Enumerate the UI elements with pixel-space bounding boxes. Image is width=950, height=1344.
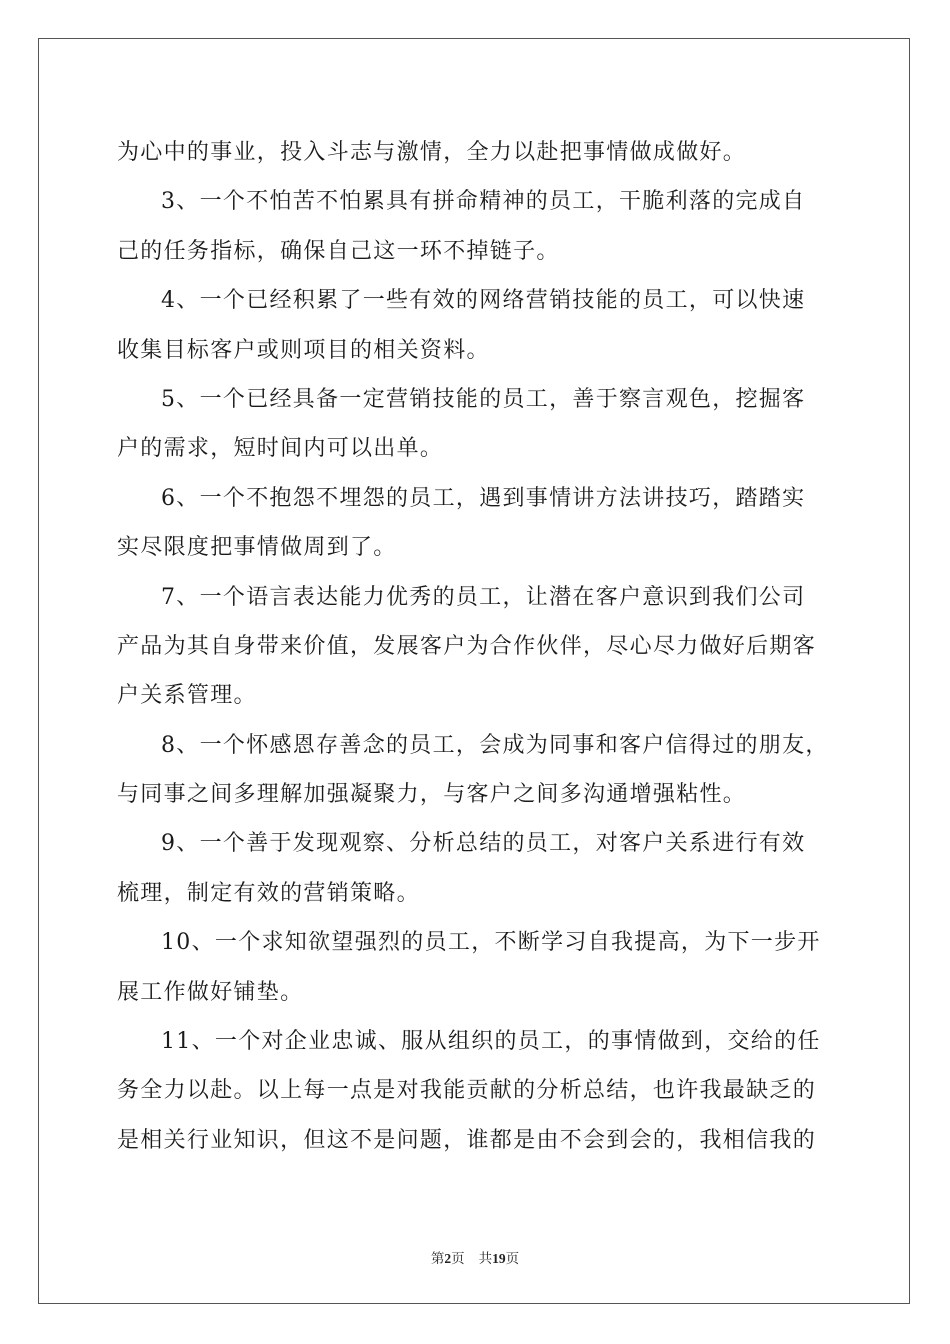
text-line: 9、一个善于发现观察、分析总结的员工，对客户关系进行有效 — [161, 831, 806, 857]
text-line: 4、一个已经积累了一些有效的网络营销技能的员工，可以快速 — [161, 288, 806, 314]
text-line: 户关系管理。 — [117, 683, 257, 709]
text-line: 10、一个求知欲望强烈的员工，不断学习自我提高，为下一步开 — [161, 930, 821, 956]
text-line: 11、一个对企业忠诚、服从组织的员工，的事情做到，交给的任 — [161, 1029, 821, 1055]
document-body — [117, 128, 837, 1165]
page-footer — [0, 1247, 950, 1267]
text-line: 为心中的事业，投入斗志与激情，全力以赴把事情做成做好。 — [117, 140, 747, 165]
text-line: 7、一个语言表达能力优秀的员工，让潜在客户意识到我们公司 — [161, 584, 806, 610]
text-line: 是相关行业知识，但这不是问题，谁都是由不会到会的，我相信我的 — [117, 1127, 817, 1153]
text-line: 收集目标客户或则项目的相关资料。 — [117, 337, 490, 363]
text-line: 展工作做好铺垫。 — [117, 979, 304, 1005]
text-line: 梳理，制定有效的营销策略。 — [117, 880, 420, 906]
text-line: 产品为其自身带来价值，发展客户为合作伙伴，尽心尽力做好后期客 — [117, 633, 817, 659]
text-line: 6、一个不抱怨不埋怨的员工，遇到事情讲方法讲技巧，踏踏实 — [161, 485, 806, 511]
text-line: 与同事之间多理解加强凝聚力，与客户之间多沟通增强粘性。 — [117, 782, 747, 808]
text-line: 务全力以赴。以上每一点是对我能贡献的分析总结，也许我最缺乏的 — [117, 1078, 817, 1104]
text-line: 5、一个已经具备一定营销技能的员工，善于察言观色，挖掘客 — [161, 386, 806, 412]
text-line: 己的任务指标，确保自己这一环不掉链子。 — [117, 238, 560, 264]
text-line: 实尽限度把事情做周到了。 — [117, 535, 397, 561]
page-total: 共19页 — [478, 1251, 520, 1266]
text-line: 3、一个不怕苦不怕累具有拼命精神的员工，干脆利落的完成自 — [161, 189, 806, 215]
page-number: 第2页 — [430, 1251, 465, 1266]
text-line: 8、一个怀感恩存善念的员工，会成为同事和客户信得过的朋友， — [161, 732, 829, 758]
text-line: 户的需求，短时间内可以出单。 — [117, 436, 444, 462]
